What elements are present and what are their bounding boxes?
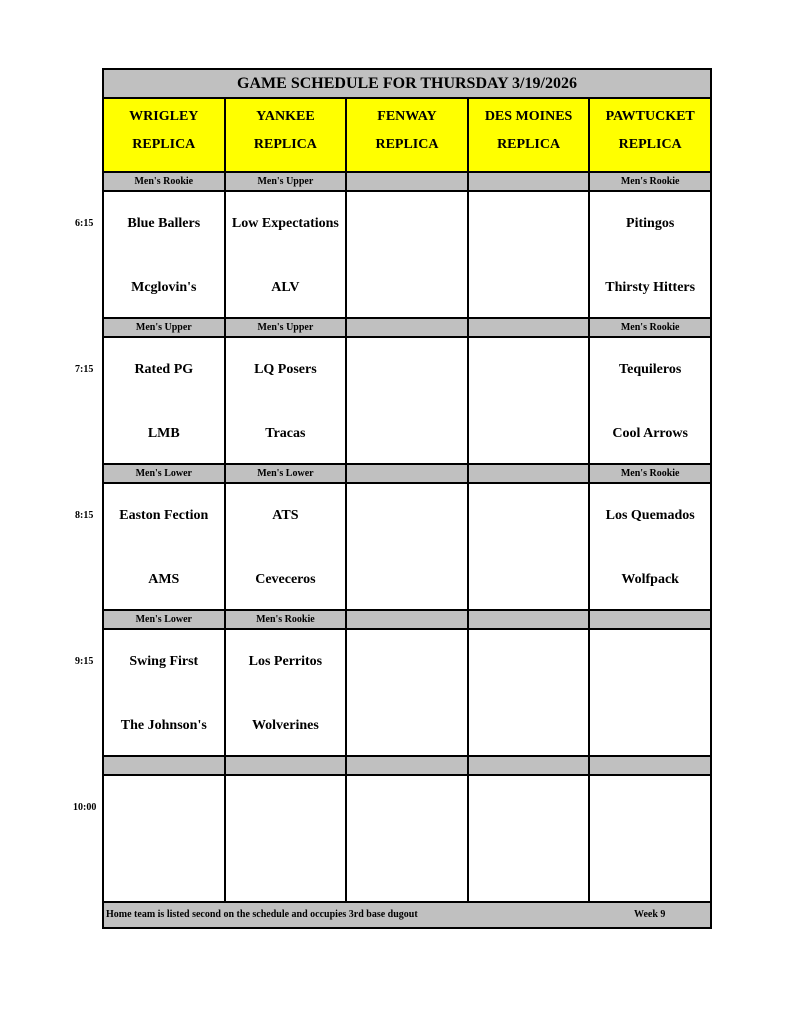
time-label: 9:15: [75, 656, 94, 667]
away-team: Los Perritos: [248, 654, 323, 669]
division-label: [347, 465, 469, 482]
time-slot-row: [104, 338, 710, 465]
time-label: 10:00: [73, 802, 97, 813]
home-team: Ceveceros: [255, 572, 316, 587]
time-slot-row: [104, 776, 710, 903]
division-label: [226, 757, 348, 774]
division-label: [469, 757, 591, 774]
home-team: Wolverines: [251, 718, 319, 733]
field-name: FENWAY: [377, 109, 437, 124]
game-cell: [226, 338, 348, 463]
home-team: Cool Arrows: [612, 426, 688, 441]
division-label: Men's Rookie: [620, 322, 680, 333]
away-team: LQ Posers: [254, 362, 317, 377]
division-label: [469, 465, 591, 482]
division-label: [347, 319, 469, 336]
game-cell: [104, 338, 226, 463]
home-team: Mcglovin's: [131, 280, 197, 295]
game-cell: [347, 630, 469, 755]
field-subname: REPLICA: [618, 137, 682, 152]
game-cell: [590, 484, 710, 609]
home-team: LMB: [147, 426, 180, 441]
week-label: Week 9: [634, 909, 666, 920]
field-header-fenway: [347, 99, 469, 171]
division-row: [104, 319, 710, 338]
time-slot-row: [104, 484, 710, 611]
game-cell: [104, 630, 226, 755]
division-label: Men's Upper: [226, 173, 348, 190]
division-label: [469, 611, 591, 628]
field-subname: REPLICA: [253, 137, 317, 152]
game-cell: [469, 630, 591, 755]
game-cell: [104, 776, 226, 901]
division-label: Men's Lower: [104, 611, 226, 628]
away-team: Blue Ballers: [127, 216, 201, 231]
field-header-des-moines: [469, 99, 591, 171]
time-label: 7:15: [75, 364, 94, 375]
game-cell: [347, 338, 469, 463]
field-header-yankee: [226, 99, 348, 171]
field-name: PAWTUCKET: [605, 109, 695, 124]
division-label: [469, 173, 591, 190]
time-slots: [104, 173, 710, 903]
game-cell: [590, 630, 710, 755]
game-cell: [226, 484, 348, 609]
schedule-title: GAME SCHEDULE FOR THURSDAY 3/19/2026: [104, 70, 710, 99]
home-team: AMS: [148, 572, 180, 587]
game-cell: [104, 484, 226, 609]
field-subname: REPLICA: [375, 137, 439, 152]
division-label: Men's Rookie: [226, 611, 348, 628]
field-subname: REPLICA: [132, 137, 196, 152]
time-slot-row: [104, 192, 710, 319]
field-name: YANKEE: [256, 109, 315, 124]
field-name: DES MOINES: [484, 109, 573, 124]
division-label: Men's Upper: [226, 319, 348, 336]
away-team: Easton Fection: [119, 508, 209, 523]
division-label: [590, 757, 710, 774]
time-label: 6:15: [75, 218, 94, 229]
away-team: Low Expectations: [231, 216, 339, 231]
footer-band: [104, 903, 710, 927]
away-team: Los Quemados: [605, 508, 695, 523]
division-row: [104, 757, 710, 776]
game-cell: [469, 776, 591, 901]
game-cell: [347, 192, 469, 317]
time-slot-row: [104, 630, 710, 757]
game-cell: [347, 776, 469, 901]
game-cell: [347, 484, 469, 609]
division-label: [347, 757, 469, 774]
time-label: 8:15: [75, 510, 94, 521]
division-label: Men's Rookie: [620, 468, 680, 479]
field-header-row: [104, 99, 710, 173]
division-label: [590, 611, 710, 628]
division-label: Men's Lower: [226, 465, 348, 482]
division-label: [104, 757, 226, 774]
home-team: ALV: [271, 280, 300, 295]
game-cell: [469, 338, 591, 463]
game-cell: [226, 776, 348, 901]
division-label: [469, 319, 591, 336]
division-row: [104, 173, 710, 192]
division-row: [104, 611, 710, 630]
game-cell: [590, 776, 710, 901]
field-header-pawtucket: [590, 99, 710, 171]
division-label: Men's Rookie: [620, 176, 680, 187]
division-label: [347, 173, 469, 190]
division-row: [104, 465, 710, 484]
game-cell: [469, 484, 591, 609]
away-team: Pitingos: [626, 216, 675, 231]
division-label: Men's Upper: [104, 319, 226, 336]
game-cell: [590, 338, 710, 463]
game-cell: [104, 192, 226, 317]
home-team: Tracas: [265, 426, 306, 441]
game-cell: [226, 192, 348, 317]
away-team: Swing First: [129, 654, 199, 669]
field-header-wrigley: [104, 99, 226, 171]
away-team: ATS: [272, 508, 299, 523]
division-label: [347, 611, 469, 628]
away-team: Tequileros: [619, 362, 682, 377]
game-cell: [226, 630, 348, 755]
home-team: The Johnson's: [120, 718, 207, 733]
division-label: Men's Lower: [104, 465, 226, 482]
away-team: Rated PG: [134, 362, 194, 377]
game-cell: [590, 192, 710, 317]
field-subname: REPLICA: [497, 137, 561, 152]
field-name: WRIGLEY: [129, 109, 199, 124]
home-team: Wolfpack: [621, 572, 679, 587]
schedule-table: [102, 68, 712, 929]
footer-note: Home team is listed second on the schedule and occupies 3rd base dugout: [106, 909, 418, 920]
game-cell: [469, 192, 591, 317]
division-label: Men's Rookie: [104, 173, 226, 190]
home-team: Thirsty Hitters: [605, 280, 696, 295]
